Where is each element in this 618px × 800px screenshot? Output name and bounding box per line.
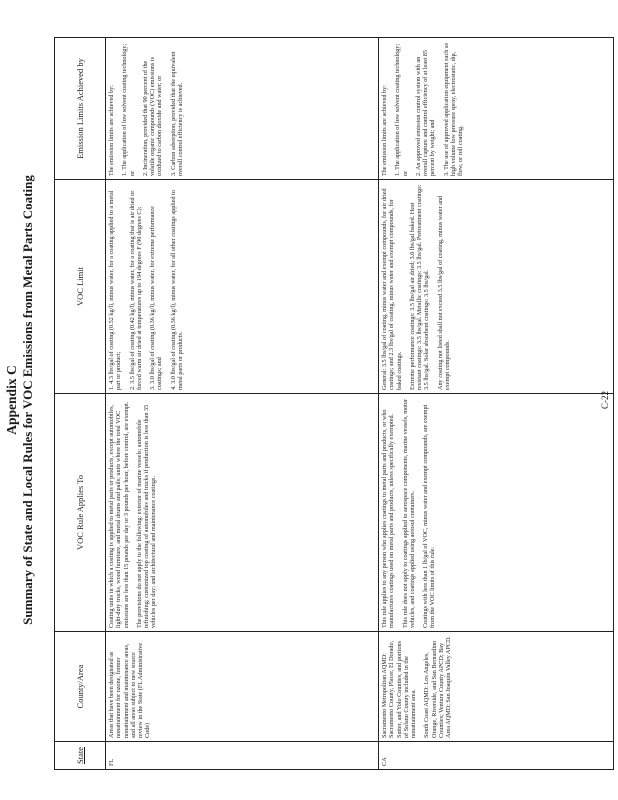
achieved-cell xyxy=(106,38,379,180)
achieved-text: 3. Carbon adsorption, provided that the equivalent overall control efficiency is achieved. xyxy=(169,51,185,176)
limit-cell xyxy=(379,180,614,394)
area-cell xyxy=(379,632,614,742)
applies-text: Coating units in which a coating is applied to metal parts or products, except automobiles, light-duty trucks, wood furniture, and metal drums and pails; units where the total VOC emissions are less than 15 pounds per day or 3 pounds per hour, before control, are exempt. xyxy=(108,401,130,628)
header-block xyxy=(4,0,36,800)
achieved-text: The emission limits are achieved by: xyxy=(108,85,115,176)
limit-text: 3. 3.0 lbs/gal of coating (0.36 kg/l), minus water, for extreme performance coatings; and xyxy=(149,206,164,390)
applies-text: The provisions do not apply to the following: exterior of marine vessels; automobile refinishing; customized top coating of automobiles and trucks if production is less than 35 vehicles per day; and architectural and maintenance coatings. xyxy=(135,404,158,628)
area-text: South Coast AQMD: Los Angeles, Orange, Riverside, and San Bernardino Counties; Ventura County APCD; Bay Area AQMD; San Joaquin Valley APCD. xyxy=(423,636,453,738)
applies-text: This rule does not apply to coatings applied to aerospace components, marine vessels, motor vehicles, and coatings applied using aerosol containers. xyxy=(401,398,416,628)
achieved-text: 2. An approved emission control system with an overall capture and control efficiency of at least 85 percent by weight; and xyxy=(414,50,437,176)
area-text: Sacramento Metropolitan AQMD: Sacramento County, Placer, El Dorado, Sutter, and Yolo Counties, and portions of Solano County included in the nonattainment area. xyxy=(381,640,418,738)
achieved-text: 1. The application of low solvent coating technology; or xyxy=(121,43,136,176)
limit-text: Any coating not listed shall not exceed 3.5 lbs/gal of coating, minus water and exempt compounds. xyxy=(436,195,452,390)
applies-text: This rule applies to any person who applies coatings to metal parts and products, or who manufactures coatings used on metal parts and products, unless specifically exempted. xyxy=(381,409,396,628)
achieved-cell xyxy=(379,38,614,180)
summary-table xyxy=(54,37,614,770)
column-header-applies: VOC Rule Applies To xyxy=(55,394,106,632)
limit-text: 2. 3.5 lbs/gal of coating (0.42 kg/l), minus water, for a coating that is air dried or forced warm air dried at temperatures up to 194 degrees F (90 degrees C); xyxy=(128,190,143,390)
area-cell xyxy=(106,632,379,742)
applies-text: Coatings with less than 1 lb/gal of VOC, minus water and exempt compounds, are exempt from the VOC limits of this rule. xyxy=(422,404,437,628)
area-text: Areas that have been designated as nonattainment for ozone, former nonattainment and maintenance areas, and all areas subject to new source review in the State (FL Administrative Code) xyxy=(108,642,152,738)
limit-text: Extreme performance coatings: 3.5 lbs/gal air dried; 3.0 lbs/gal baked. Heat resistant coatings: 3.5 lbs/gal. Metallic coatings: 3.5 lbs/gal. Pretreatment coatings: 3.5 lbs/gal. Solar absorbent coatings: 3.5 lbs/gal. xyxy=(408,184,431,390)
state-cell: CA xyxy=(379,742,614,770)
achieved-text: 2. Incineration, provided that 90 percent of the volatile organic compounds (VOC) emissions is oxidized to carbon dioxide and water; or xyxy=(141,57,164,176)
limit-text: General: 3.5 lbs/gal of coating, minus water and exempt compounds, for air dried coatings; and 2.3 lbs/gal of coating, minus water and exempt compounds, for baked coatings. xyxy=(381,188,403,390)
limit-text: 1. 4.3 lbs/gal of coating (0.52 kg/l), minus water, for a coating applied to a metal part or product; xyxy=(108,190,123,390)
state-cell: FL xyxy=(106,742,379,770)
limit-text: 4. 3.0 lbs/gal of coating (0.36 kg/l), minus water, for all other coatings applied to metal parts or products. xyxy=(169,190,185,390)
achieved-text: 3. The use of approved application equipment such as high volume low pressure spray, electrostatic, dip, flow, or roll coating. xyxy=(442,42,465,176)
column-header-limit: VOC Limit xyxy=(55,180,106,394)
column-header-achieved: Emission Limits Achieved by xyxy=(55,38,106,180)
applies-cell xyxy=(106,394,379,632)
achieved-text: 1. The application of low solvent coating technology; or xyxy=(394,43,409,176)
document-title: Summary of State and Local Rules for VOC Emissions from Metal Parts Coating xyxy=(20,175,35,625)
appendix-label: Appendix C xyxy=(4,365,19,435)
achieved-text: The emission limits are achieved by: xyxy=(381,85,388,176)
page-number: C-22 xyxy=(600,391,610,409)
column-header-state: State xyxy=(55,742,106,770)
table-row xyxy=(106,38,379,770)
column-header-area: County/Area xyxy=(55,632,106,742)
applies-cell xyxy=(379,394,614,632)
table-row xyxy=(379,38,614,770)
limit-cell xyxy=(106,180,379,394)
table-header-row xyxy=(55,38,106,770)
